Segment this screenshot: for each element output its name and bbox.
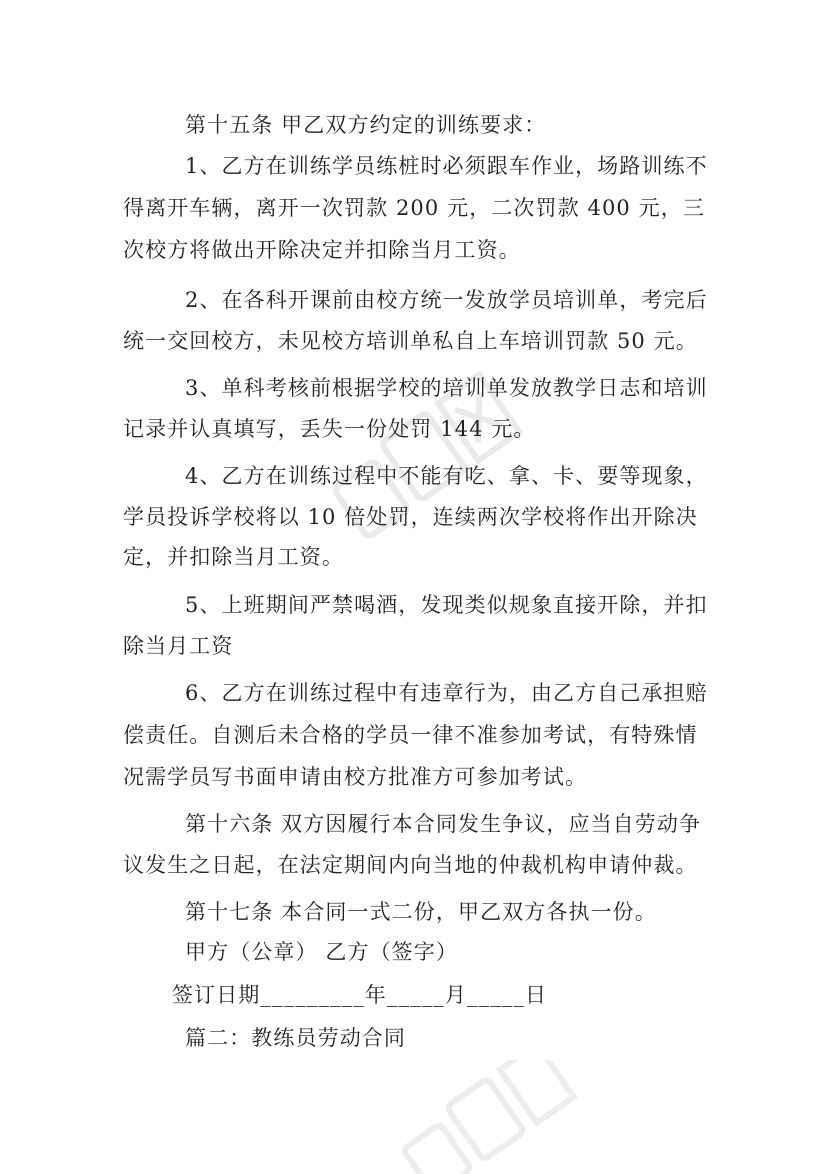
clause-15-item-6: 6、乙方在训练过程中有违章行为，由乙方自己承担赔 — [185, 681, 708, 705]
clause-15-item-5: 除当月工资 — [123, 634, 234, 658]
watermark-logo-lower — [380, 1060, 580, 1174]
signature-parties: 甲方（公章） 乙方（签字） — [185, 940, 458, 964]
clause-15-item-4: 4、乙方在训练过程中不能有吃、拿、卡、要等现象， — [185, 464, 708, 488]
clause-15-item-4: 学员投诉学校将以 10 倍处罚，连续两次学校将作出开除决 — [123, 505, 698, 529]
clause-17: 第十七条 本合同一式二份，甲乙双方各执一份。 — [185, 900, 657, 924]
clause-15-item-1: 次校方将做出开除决定并扣除当月工资。 — [123, 238, 521, 262]
clause-16: 议发生之日起，在法定期间内向当地的仲裁机构申请仲裁。 — [123, 853, 698, 877]
clause-15-item-1: 1、乙方在训练学员练桩时必须跟车作业，场路训练不 — [185, 154, 708, 178]
clause-15-item-3: 记录并认真填写，丢失一份处罚 144 元。 — [123, 417, 536, 441]
signing-date: 签订日期_________年_____月_____日 — [172, 983, 548, 1007]
clause-15-item-4: 定，并扣除当月工资。 — [123, 545, 344, 569]
clause-15-item-2: 2、在各科开课前由校方统一发放学员培训单，考完后 — [185, 288, 708, 312]
clause-15-item-6: 况需学员写书面申请由校方批准方可参加考试。 — [123, 765, 588, 789]
clause-15-title: 第十五条 甲乙双方约定的训练要求： — [185, 113, 547, 137]
clause-15-item-6: 偿责任。自测后未合格的学员一律不准参加考试，有特殊情 — [123, 723, 698, 747]
section-heading: 篇二：教练员劳动合同 — [185, 1026, 406, 1050]
clause-15-item-3: 3、单科考核前根据学校的培训单发放教学日志和培训 — [185, 376, 708, 400]
clause-15-item-1: 得离开车辆，离开一次罚款 200 元，二次罚款 400 元，三 — [123, 196, 705, 220]
clause-15-item-2: 统一交回校方，未见校方培训单私自上车培训罚款 50 元。 — [123, 329, 698, 353]
clause-15-item-5: 5、上班期间严禁喝酒，发现类似规象直接开除，并扣 — [185, 593, 708, 617]
clause-16: 第十六条 双方因履行本合同发生争议，应当自劳动争 — [185, 812, 702, 836]
